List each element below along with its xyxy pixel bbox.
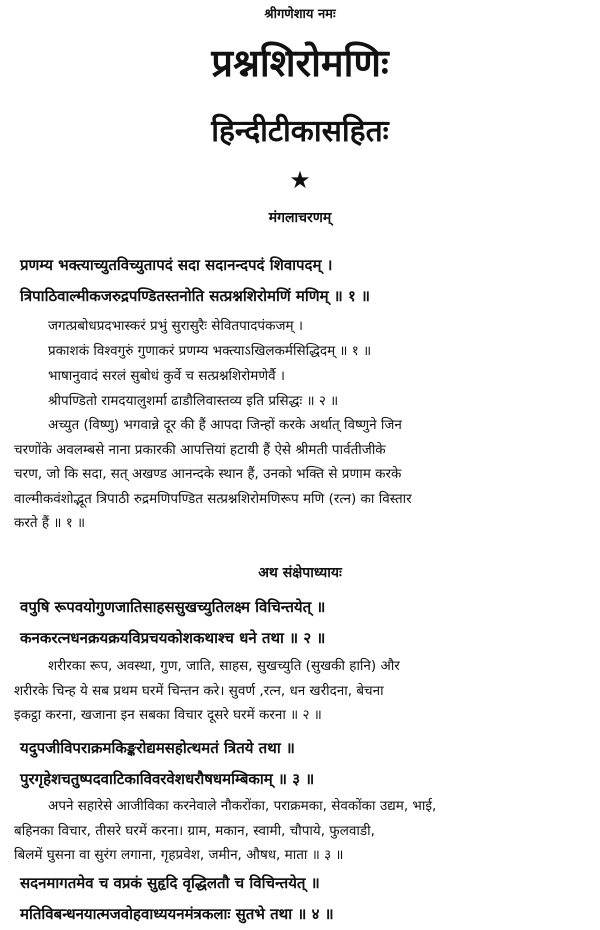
- verse-line: यदुपजीविपराक्रमकिङ्करोद्यमसहोत्थमतं त्रितये तथा ॥: [20, 739, 295, 757]
- commentary-verse-line: श्रीपण्डितो रामदयालुशर्मा ढाडौलिवास्तव्य इति प्रसिद्धः ॥ २ ॥: [48, 393, 339, 409]
- translation-line: इकट्ठा करना, खजाना इन सबका विचार दूसरे घरमें करना ॥ २ ॥: [14, 707, 322, 723]
- book-title: प्रश्नशिरोमणिः: [211, 41, 389, 85]
- invocation-line: श्रीगणेशाय नमः: [264, 7, 336, 22]
- verse-line: प्रणम्य भक्त्याच्युतविच्युतापदं सदा सदानन्दपदं शिवापदम् ।: [20, 256, 333, 274]
- verse-2: [0, 592, 600, 654]
- translation-line: चरणोंके अवलम्बसे नाना प्रकारकी आपत्तियां हटायी हैं ऐसे श्रीमती पार्वतीजीके: [14, 441, 386, 458]
- verse-line: मतिविबन्धनयात्मजवोहवाध्ययनमंत्रकलाः सुतभे तथा ॥ ४ ॥: [20, 905, 334, 923]
- translation-line: बिलमें घुसना वा सुरंग लगाना, गृहप्रवेश, जमीन, औषध, माता ॥ ३ ॥: [14, 847, 344, 863]
- commentary-verse-line: प्रकाशकं विश्वगुरुं गुणाकरं प्रणम्य भक्त्याऽखिलकर्मसिद्धिदम् ॥ १ ॥: [48, 343, 372, 359]
- verse-1: [0, 250, 600, 312]
- verse-line: वपुषि रूपवयोगुणजातिसाहससुखच्युतिलक्ष्म विचिन्तयेत् ॥: [20, 598, 326, 616]
- translation-line: वाल्मीकवंशोद्भूत त्रिपाठी रुद्रमणिपण्डित सत्प्रश्नशिरोमणिरूप मणि (रत्न) का विस्तार: [14, 490, 412, 507]
- translation-line: शरीरके चिन्ह ये सब प्रथम घरमें चिन्तन करे। सुवर्ण ,रत्न, धन खरीदना, बेचना: [14, 682, 384, 699]
- commentary-verse-line: भाषानुवादं सरलं सुबोधं कुर्वे च सत्प्रश्नशिरोमणेर्वै ।: [48, 368, 285, 384]
- verse-4: [0, 868, 600, 930]
- verse-line: त्रिपाठिवाल्मीकजरुद्रपण्डितस्तनोति सत्प्रश्नशिरोमणिं मणिम् ॥ १ ॥: [20, 287, 371, 305]
- translation-line: चरण, जो कि सदा, सत् अखण्ड आनन्दके स्थान हैं, उनको भक्ति से प्रणाम करके: [14, 466, 402, 482]
- section-heading-mangalacharan: मंगलाचरणम्: [268, 210, 332, 226]
- book-subtitle: हिन्दीटीकासहितः: [211, 114, 389, 149]
- verse-line: पुरगृहेशचतुष्पदवाटिकाविवरवेशधरौषधमम्बिकाम् ॥ ३ ॥: [20, 770, 315, 788]
- translation-line: शरीरका रूप, अवस्था, गुण, जाति, साहस, सुखच्युति (सुखकी हानि) और: [48, 658, 400, 674]
- commentator-verses: [0, 314, 600, 414]
- translation-line: अपने सहारेसे आजीविका करनेवाले नौकरोंका, पराक्रमका, सेवकोंका उद्यम, भाई,: [48, 798, 437, 814]
- verse-line: कनकरत्नधनक्रयक्रयविप्रचयकोशकथाश्च धने तथा ॥ २ ॥: [20, 629, 326, 647]
- translation-2: [0, 654, 600, 728]
- verse-line: सदनमागतमेव च वप्रकं सुहृदि वृद्धिलतौ च विचिन्तयेत् ॥: [20, 874, 320, 892]
- translation-line: करते हैं ॥ १ ॥: [14, 515, 86, 531]
- star-ornament-icon: ★: [289, 166, 311, 194]
- translation-line: अच्युत (विष्णु) भगवान्ने दूर की हैं आपदा जिन्हों करके अर्थात् विष्णुने जिन: [48, 417, 402, 433]
- commentary-verse-line: जगत्प्रबोधप्रदभास्करं प्रभुं सुरासुरैः सेवितपादपंकजम् ।: [48, 318, 303, 334]
- translation-3: [0, 794, 600, 868]
- translation-1: [0, 413, 600, 536]
- verse-3: [0, 733, 600, 795]
- section-heading-sankshepa: अथ संक्षेपाध्यायः: [258, 565, 342, 581]
- translation-line: बहिनका विचार, तीसरे घरमें करना। ग्राम, मकान, स्वामी, चौपाये, फुलवाडी,: [14, 822, 375, 839]
